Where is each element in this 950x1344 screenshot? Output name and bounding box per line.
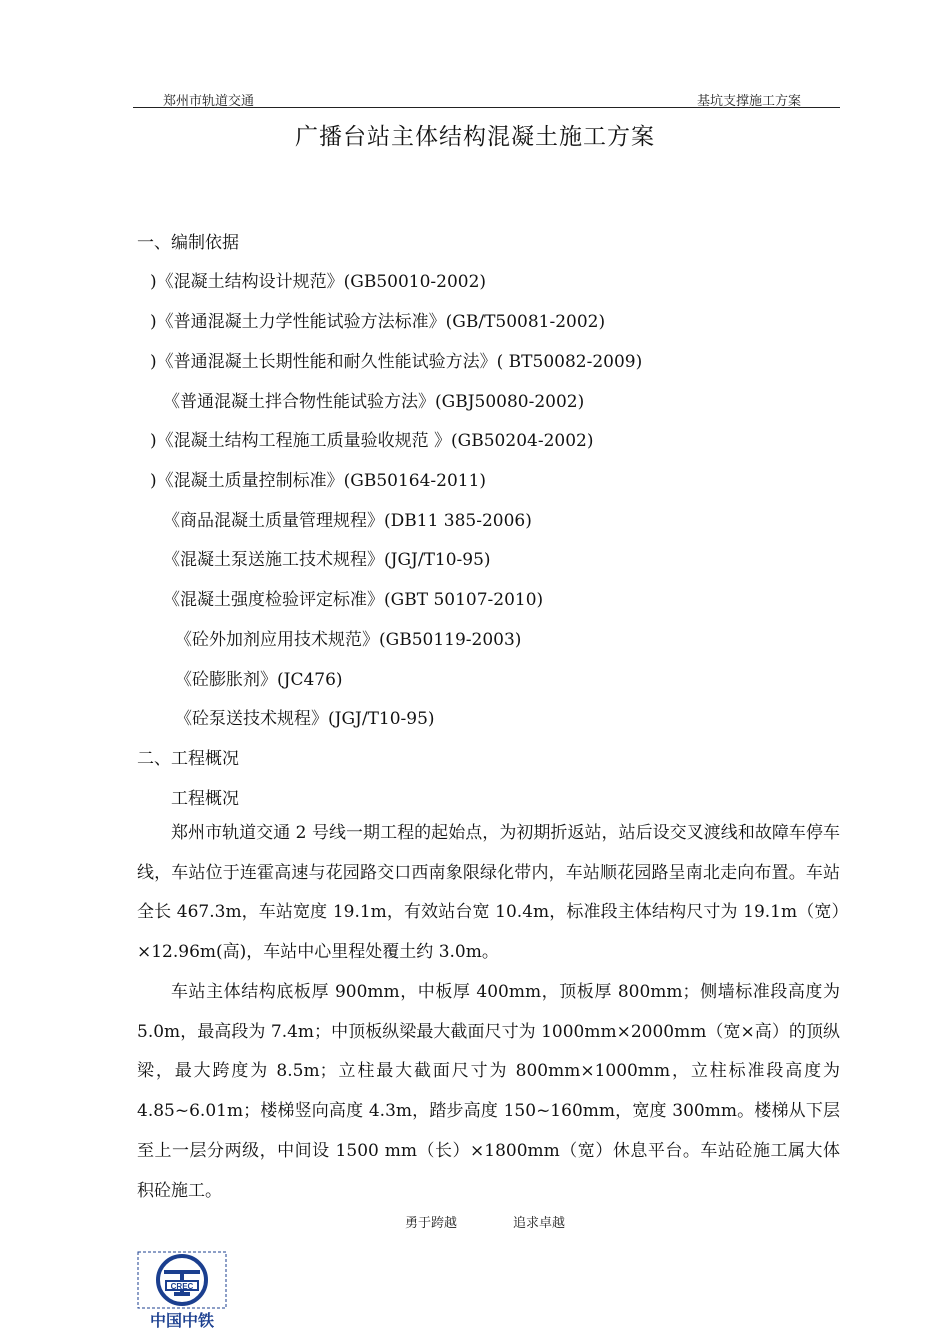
- footer-slogan-right: 追求卓越: [513, 1216, 566, 1231]
- header-right-text: 基坑支撑施工方案: [697, 94, 802, 109]
- list-item: 《混凝土泵送施工技术规程》(JGJ/T10-95): [163, 550, 491, 570]
- crec-logo: [136, 1250, 228, 1330]
- subheading-overview: 工程概况: [171, 789, 239, 809]
- crec-emblem-icon: [136, 1250, 228, 1330]
- list-item: 《商品混凝土质量管理规程》(DB11 385-2006): [163, 511, 532, 531]
- svg-text:CREC: CREC: [170, 1282, 194, 1291]
- list-item: 《普通混凝土拌合物性能试验方法》(GBJ50080-2002): [163, 392, 585, 412]
- list-item: 《砼泵送技术规程》(JGJ/T10-95): [175, 709, 435, 729]
- header-divider: [133, 107, 840, 108]
- document-title: 广播台站主体结构混凝土施工方案: [295, 124, 655, 150]
- list-item: 《砼外加剂应用技术规范》(GB50119-2003): [175, 630, 522, 650]
- list-item: )《普通混凝土长期性能和耐久性能试验方法》( BT50082-2009): [150, 352, 643, 372]
- header-left-text: 郑州市轨道交通: [163, 94, 255, 109]
- list-item: )《普通混凝土力学性能试验方法标准》(GB/T50081-2002): [150, 312, 606, 332]
- section-heading-overview: 二、工程概况: [137, 749, 239, 769]
- svg-text:中国中铁: 中国中铁: [149, 1311, 215, 1330]
- list-item: 《砼膨胀剂》(JC476): [175, 670, 343, 690]
- overview-paragraph-1: 郑州市轨道交通 2 号线一期工程的起始点，为初期折返站，站后设交叉渡线和故障车停车线，车站位于连霍高速与花园路交口西南象限绿化带内，车站顺花园路呈南北走向布置。车站全长 467.3m，车站宽度 19.1m，有效站台宽 10.4m，标准段主体结构尺寸为 19.1m（宽）×12.96m(高)，车站中心里程处覆土约 3.0m。: [137, 823, 840, 963]
- list-item: )《混凝土结构设计规范》(GB50010-2002): [150, 272, 487, 292]
- list-item: )《混凝土结构工程施工质量验收规范 》(GB50204-2002): [150, 431, 594, 451]
- overview-paragraph-2: 车站主体结构底板厚 900mm，中板厚 400mm，顶板厚 800mm；侧墙标准段高度为 5.0m，最高段为 7.4m；中顶板纵梁最大截面尺寸为 1000mm×2000mm（宽×高）的顶纵梁，最大跨度为 8.5m；立柱最大截面尺寸为 800mm×1000mm，立柱标准段高度为 4.85~6.01m；楼梯竖向高度 4.3m，踏步高度 150~160mm，宽度 300mm。楼梯从下层至上一层分两级，中间设 1500 mm（长）×1800mm（宽）休息平台。车站砼施工属大体积砼施工。: [137, 982, 840, 1201]
- footer-slogan-left: 勇于跨越: [405, 1216, 458, 1231]
- list-item: 《混凝土强度检验评定标准》(GBT 50107-2010): [163, 590, 544, 610]
- section-heading-basis: 一、编制依据: [137, 233, 239, 253]
- list-item: )《混凝土质量控制标准》(GB50164-2011): [150, 471, 487, 491]
